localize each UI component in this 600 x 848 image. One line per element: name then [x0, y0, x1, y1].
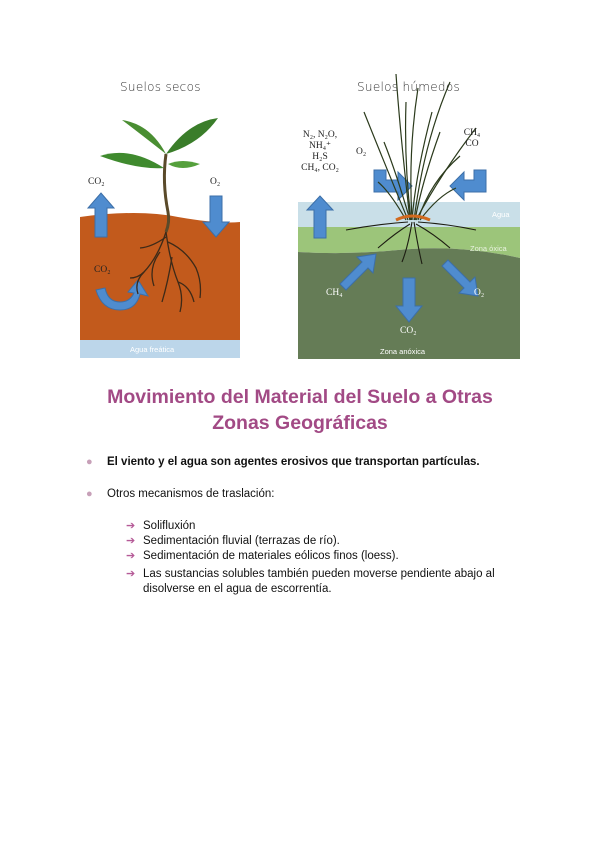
- water-label: Agua: [492, 210, 510, 219]
- leaf: [168, 161, 200, 168]
- wetland-grass: [364, 74, 476, 220]
- ch4-curved-arrow: [450, 170, 486, 200]
- arrow-right-icon: ➔: [126, 535, 136, 547]
- wet-ch4-label: CH₄: [326, 288, 343, 298]
- bullet-dot-icon: ●: [86, 456, 93, 468]
- sub-item-text: [143, 534, 523, 549]
- sub-item-line: Las sustancias solubles también pueden moverse pendiente abajo al: [143, 568, 495, 580]
- gas-list-line: NH₄⁺: [308, 141, 332, 151]
- gas-right-line: CH₄: [463, 128, 481, 138]
- sub-item-text: [143, 567, 523, 597]
- wet-o2-top-label: O₂: [356, 147, 367, 157]
- dry-co2-label: CO₂: [88, 177, 105, 187]
- arrow-right-icon: ➔: [126, 520, 136, 532]
- bullet-text: El viento y el agua son agentes erosivos que transportan partículas.: [107, 456, 480, 468]
- groundwater-label: Agua freática: [130, 345, 175, 354]
- gas-right-line: CO: [465, 139, 479, 149]
- dry-o2-label: O₂: [210, 177, 221, 187]
- dry-co2-cycle-label: CO₂: [94, 265, 111, 275]
- leaf: [122, 120, 166, 154]
- sub-item-line: Sedimentación fluvial (terrazas de río).: [143, 535, 340, 547]
- wet-soil-panel: [298, 74, 520, 359]
- title-line-1: Movimiento del Material del Suelo a Otras: [107, 386, 493, 408]
- page-title: [0, 384, 600, 436]
- dry-panel-title: Suelos secos: [120, 80, 201, 94]
- sub-item-line: Solifluxión: [143, 520, 196, 532]
- soil-diagram-svg: [78, 72, 524, 364]
- bullet-text: Otros mecanismos de traslación:: [107, 488, 275, 500]
- wet-co2-bottom-label: CO₂: [400, 326, 417, 336]
- arrow-right-icon: ➔: [126, 550, 136, 562]
- sub-item-line: disolverse en el agua de escorrentía.: [143, 583, 332, 595]
- anoxic-zone-label: Zona anóxica: [380, 347, 426, 356]
- sub-item-text: [143, 519, 523, 534]
- gas-list-line: N₂, N₂O,: [302, 130, 338, 140]
- oxic-zone-label: Zona óxica: [470, 244, 507, 253]
- sub-item-line: Sedimentación de materiales eólicos finos (loess).: [143, 550, 399, 562]
- wet-panel-title: Suelos húmedos: [357, 80, 461, 94]
- bullet-dot-icon: ●: [86, 488, 93, 500]
- wet-gas-list: [292, 130, 348, 174]
- soil-gas-exchange-figure: [78, 72, 524, 364]
- gas-list-line: CH₄, CO₂: [301, 163, 339, 173]
- title-line-2: Zonas Geográficas: [212, 412, 388, 434]
- sub-item-text: [143, 549, 523, 564]
- wet-right-top-label: [462, 128, 482, 150]
- arrow-right-icon: ➔: [126, 568, 136, 580]
- gas-list-line: H₂S: [312, 152, 328, 162]
- wet-o2-right-label: O₂: [474, 288, 485, 298]
- leaf: [166, 118, 218, 154]
- dry-soil-panel: [80, 118, 240, 358]
- leaf: [100, 153, 164, 168]
